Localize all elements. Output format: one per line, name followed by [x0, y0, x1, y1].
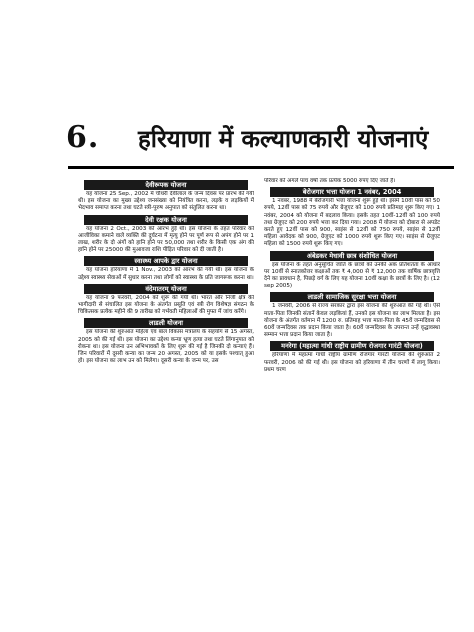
left-section-paragraph: यह योजना हरियाणा में 1 Nov., 2003 को आरंभ की गयी थी। इस योजना के उद्देश्य स्वास्थ्य सेवाओं में सुधार करना तथा लोगों को स्वास्थ्य के प्रति जागरूक करना था। [78, 267, 254, 281]
right-section-heading: बेरोजगार भत्ता योजना 1 नवंबर, 2004 [270, 187, 434, 197]
left-section-heading: स्वास्थ्य आपके द्वार योजना [84, 256, 248, 266]
title-divider [68, 166, 454, 169]
right-section-heading: अंबेडकर मेधावी छात्र संशोधित योजना [270, 251, 434, 261]
chapter-number: 6. [66, 120, 100, 155]
left-section-heading: वंदेमातरम् योजना [84, 284, 248, 294]
chapter-title: हरियाणा में कल्याणकारी योजनाएं [138, 125, 429, 153]
right-section-paragraph: इस योजना के तहत अनुसूचित जाति के छात्रों को उनकी अंक प्रतिशतता के आधार पर 10वीं से स्नातकोत्तर कक्षाओं तक ₹ 4,000 से ₹ 12,000 तक वार्षिक छात्रवृत्ति देने का प्रावधान है, पिछड़े वर्ग के लिए यह योजना 10वीं कक्षा के छात्रों के लिए है। (12 sep 2005) [264, 261, 440, 290]
right-column [264, 178, 440, 375]
right-section-heading: लाडली सामाजिक सुरक्षा भत्ता योजना [270, 292, 434, 302]
left-section-paragraph: यह योजना 9 फरवरी, 2004 को शुरू की गयी थी। भारत और निजी क्षेत्र की भागीदारी से संचालित इस योजना के अंतर्गत प्रसूति एवं स्त्री रोग विशेषज्ञ संगठन के चिकित्सक प्रत्येक महीने की 9 तारीख को गर्भवती महिलाओं की मुफ्त में जांच करेंगे। [78, 294, 254, 316]
right-section-paragraph: परिवार को अगले पांच वर्षों तक प्रत्येक 5000 रुपए दिए जाते हैं। [264, 178, 396, 184]
left-section-heading: देवीरूपक योजना [84, 180, 248, 190]
right-section-paragraph: 1 जनवरी, 2006 से राज्य सरकार द्वारा इस योजना की शुरुआत की गई थी। ऐसे माता-पिता जिनकी संतानें केवल लड़कियां हैं, उनको इस योजना का लाभ मिलता है। इस योजना के अंतर्गत वर्तमान में 1200 रु. प्रतिमाह भत्ता माता-पिता के 45वें जन्मदिवस से 60वें जन्मदिवस तक प्रदान किया जाता है। 60वें जन्मदिवस के उपरान्त उन्हें वृद्धावस्था सम्मान भत्ता प्रदान किया जाता है। [264, 303, 440, 339]
right-section-paragraph: हरियाणा में महात्मा गांधी राष्ट्रीय ग्रामीण रोजगार गारंटी योजना की शुरुआत 2 फरवरी, 2006 को की गई थी। इस योजना को हरियाणा में तीन चरणों में लागू किया। प्रथम चरण [264, 352, 440, 373]
left-section-heading: लाडली योजना [84, 318, 248, 328]
left-section-paragraph: यह योजना 25 Sep., 2002 में चौधरी देवीलाल के जन्म दिवस पर प्रारंभ की गयी थी। इस योजना का मुख्य उद्देश्य जनसंख्या को नियंत्रित करना, लड़के व लड़कियों में भेदभाव समाप्त करना तथा घटते स्त्री-पुरुष अनुपात को संतुलित करना था। [78, 191, 254, 212]
left-section-paragraph: यह योजना 2 Oct., 2003 को आरंभ हुई थी। इस योजना के तहत परिवार को आजीविका कमाने वाले व्यक्ति की दुर्घटना में मृत्यु होने पर पूर्ण रूप से अपंग होने पर 1 लाख, शरीर के दो अंगों को हानि होने पर 50,000 तथा शरीर के किसी एक अंग की हानि होने पर 25000 की मुआवजा राशि पीड़ित परिवार को दी जाती है। [78, 225, 254, 254]
right-section-paragraph: 1 नवंबर, 1988 में बेरोजगारी भत्ता योजना शुरू हुई थी। इसमें 10वीं पास को 50 रुपये, 12वीं पास को 75 रुपये और ग्रेजुएट को 100 रुपये प्रतिमाह शुरू किए गए। 1 नवंबर, 2004 को योजना में बदलाव किया। इसके तहत 10वीं-12वीं को 100 रुपये तथा ग्रेजुएट को 200 रुपये भत्ता कर दिया गया। 2008 में योजना को दोबारा से अपडेट करते हुए 12वीं पास को 900, साइंस से 12वीं को 750 रुपये, साइंस से 12वीं महिला आवेदक को 900, ग्रेजुएट को 1000 रुपये शुरू किए गए। साइंस से ग्रेजुएट महिला को 1500 रुपये शुरू किए गए। [264, 198, 440, 248]
left-section-paragraph: इस योजना की शुरुआत महिला एवं बाल विकास मंत्रालय के सहयोग से 15 अगस्त, 2005 को की गई थी। इस योजना का उद्देश्य कन्या भ्रूण हत्या तथा घटते लिंगानुपात को रोकना था। इस योजना उन अभिभावकों के लिए शुरू की गई है जिनकी दो कन्याएं हैं। जिन परिवारों में दूसरी कन्या का जन्म 20 अगस्त, 2005 को या इसके पश्चात् हुआ हो। इस योजना का लाभ उन को मिलेगा। दूसरी कन्या के जन्म पर, उस [78, 329, 254, 365]
left-column [78, 178, 254, 366]
right-section-heading: मनरेगा (महात्मा गांधी राष्ट्रीय ग्रामीण रोजगार गारंटी योजना) [270, 341, 434, 351]
chapter-header [58, 118, 458, 166]
left-section-heading: देवी रक्षक योजना [84, 215, 248, 225]
